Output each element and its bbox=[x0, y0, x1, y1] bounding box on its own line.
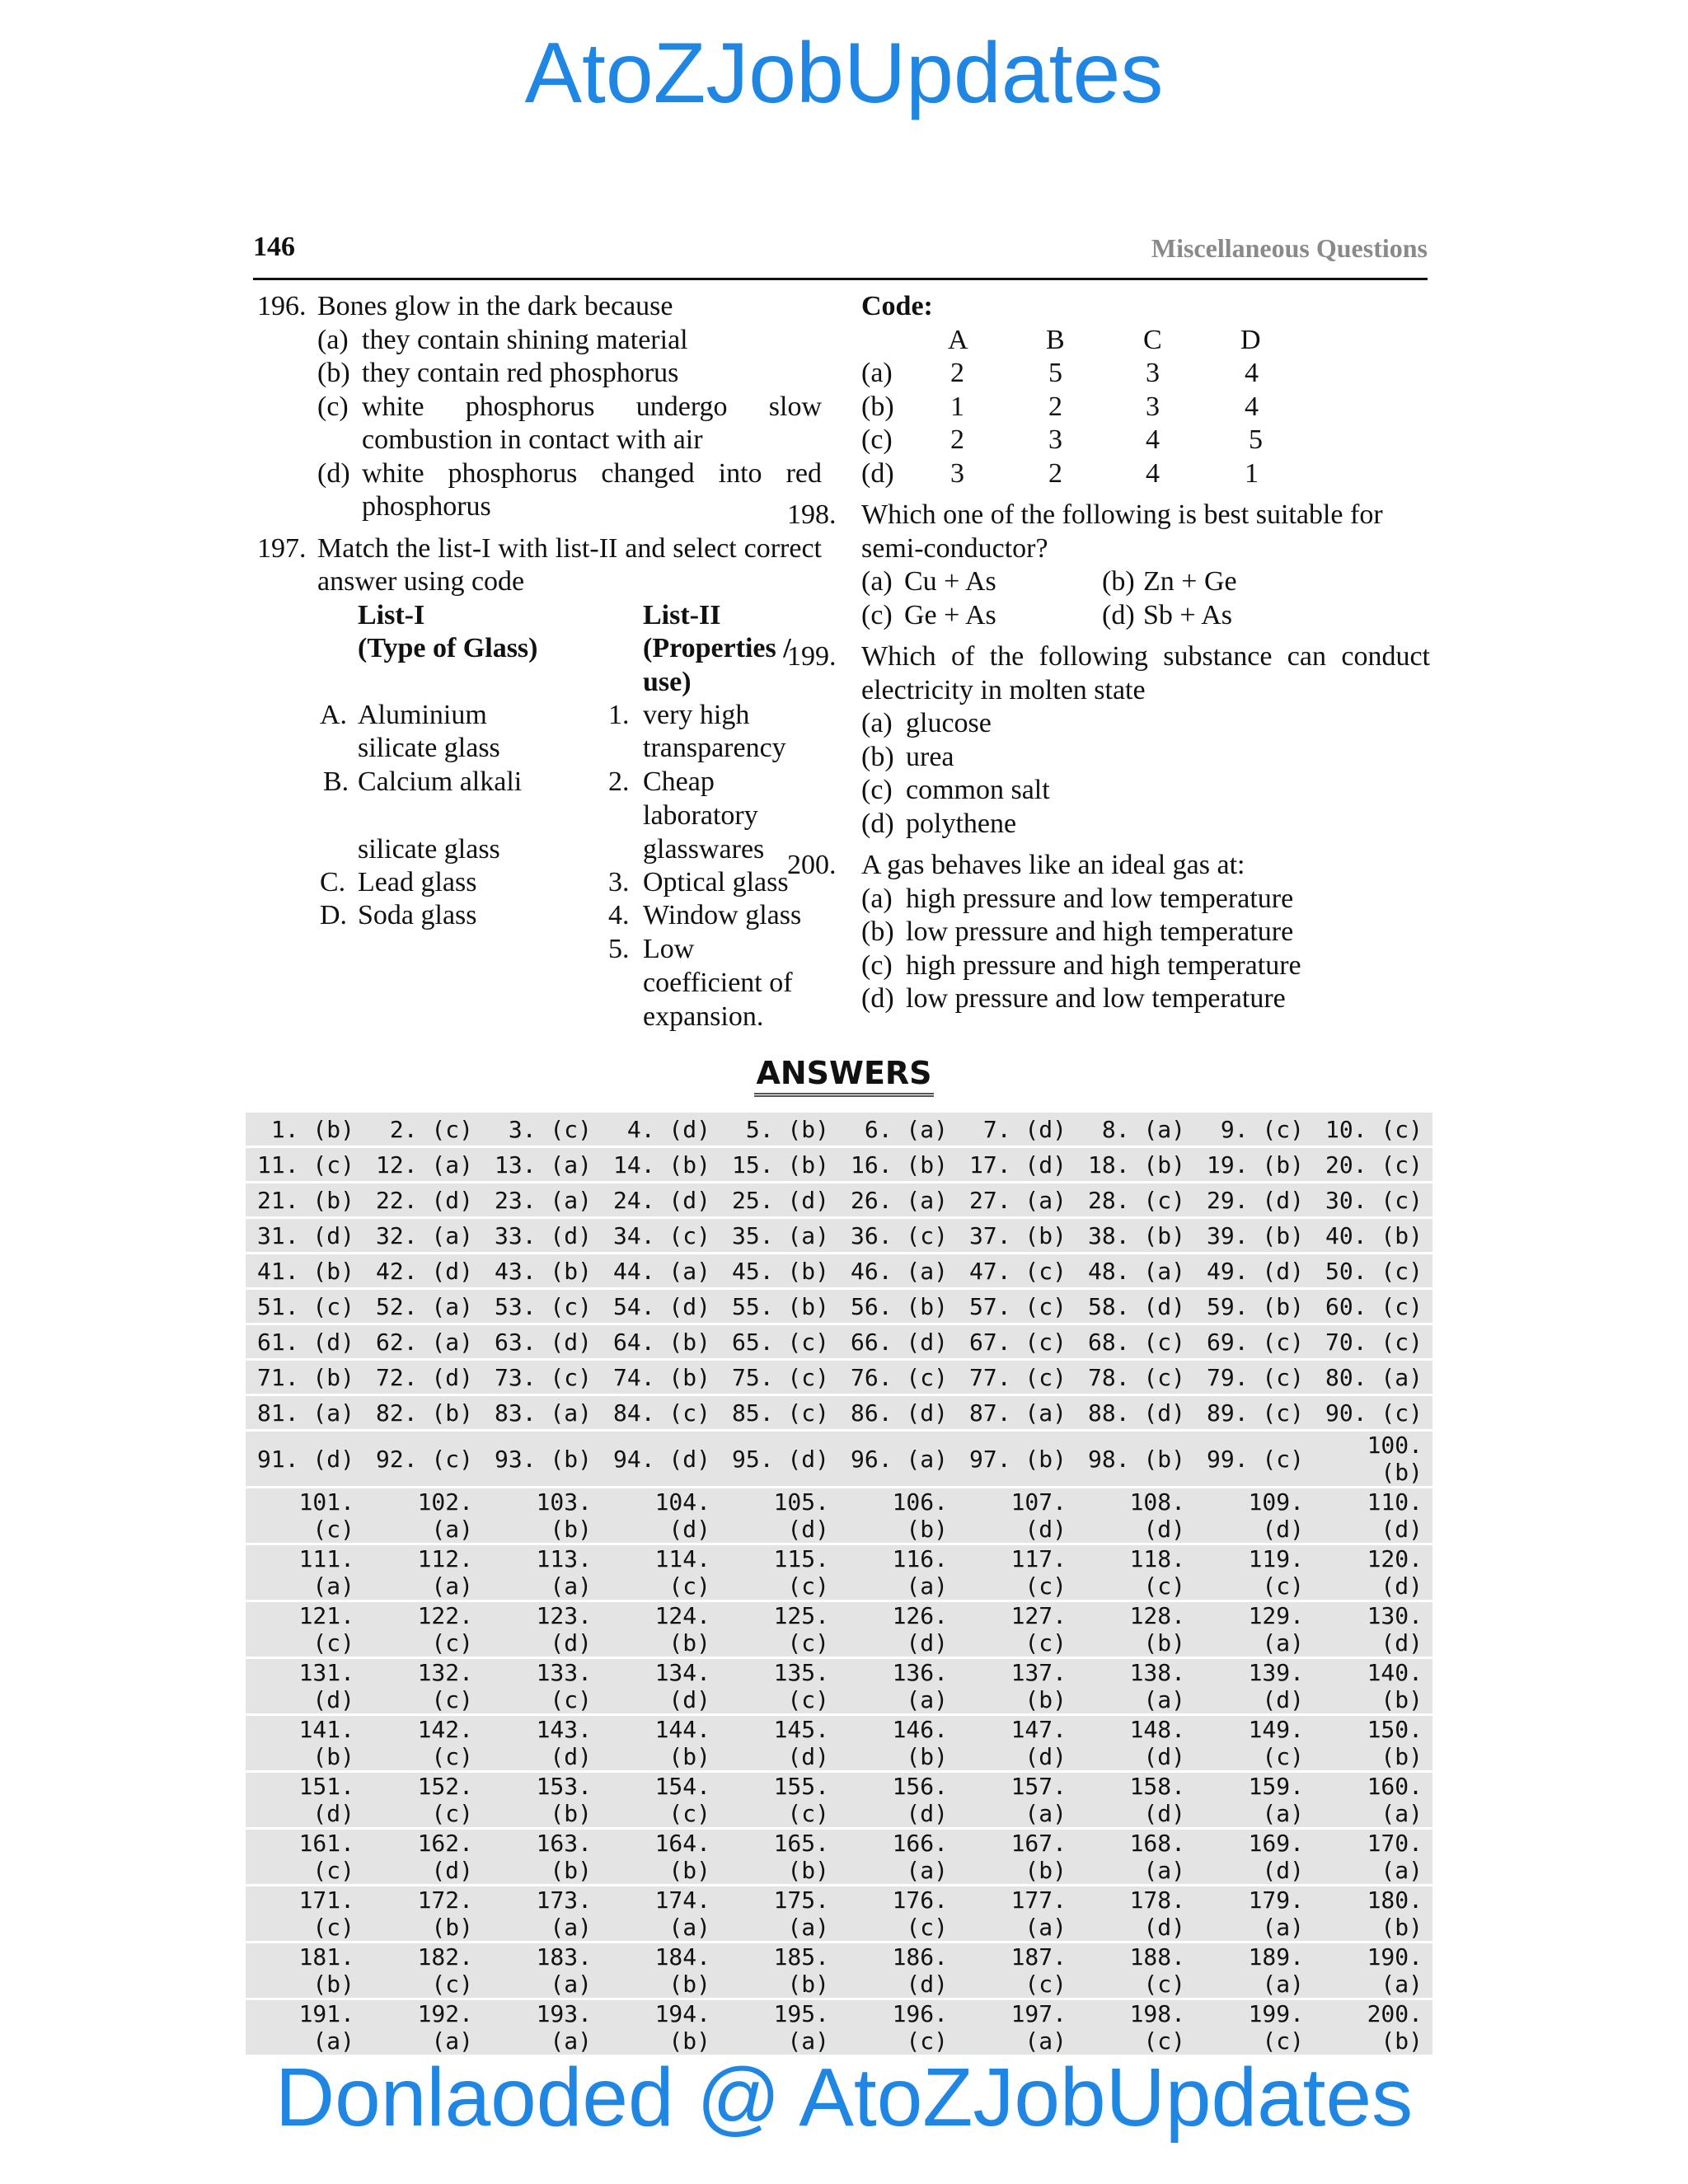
answer-cell: 43. (b) bbox=[483, 1254, 602, 1287]
answer-cell: 132. (c) bbox=[364, 1659, 483, 1713]
question-number: 196. bbox=[257, 291, 307, 321]
answer-cell: 9. (c) bbox=[1195, 1113, 1314, 1146]
answer-cell: 28. (c) bbox=[1076, 1183, 1195, 1216]
answer-cell: 66. (d) bbox=[839, 1325, 958, 1358]
option-a: (a) glucose bbox=[861, 708, 992, 738]
answer-cell: 21. (b) bbox=[246, 1183, 364, 1216]
code-row-c: (c) 2 3 4 5 bbox=[861, 424, 1263, 455]
answer-cell: 115. (c) bbox=[720, 1545, 839, 1600]
answer-cell: 44. (a) bbox=[602, 1254, 720, 1287]
answer-cell: 6. (a) bbox=[839, 1113, 958, 1146]
list1-item-d: Soda glass bbox=[358, 899, 477, 930]
list2-item-2-2: laboratory bbox=[643, 799, 758, 831]
list1-item-b-2: silicate glass bbox=[358, 833, 500, 865]
list2-item-2-3: glasswares bbox=[643, 833, 765, 865]
answer-cell: 64. (b) bbox=[602, 1325, 720, 1358]
question-number: 199. bbox=[787, 641, 837, 672]
answer-cell: 4. (d) bbox=[602, 1113, 720, 1146]
answers-table bbox=[246, 1110, 1432, 2057]
answer-cell: 162. (d) bbox=[364, 1830, 483, 1884]
answer-cell: 182. (c) bbox=[364, 1943, 483, 1998]
answer-cell: 134. (d) bbox=[602, 1659, 720, 1713]
answer-row bbox=[246, 1602, 1432, 1657]
answer-cell: 108. (d) bbox=[1076, 1488, 1195, 1543]
question-number: 200. bbox=[787, 850, 837, 880]
list1-item-a-2: silicate glass bbox=[358, 732, 500, 763]
list2-item-1-2: transparency bbox=[643, 732, 786, 763]
answer-cell: 41. (b) bbox=[246, 1254, 364, 1287]
answer-cell: 18. (b) bbox=[1076, 1148, 1195, 1181]
answer-cell: 135. (c) bbox=[720, 1659, 839, 1713]
list2-label-4: 4. bbox=[608, 899, 630, 930]
question-text: Which of the following substance can conduct electricity in molten state bbox=[861, 641, 1430, 705]
code-table bbox=[861, 324, 1430, 491]
answer-cell: 61. (d) bbox=[246, 1325, 364, 1358]
list2-heading: List-II bbox=[643, 599, 721, 630]
question-text: A gas behaves like an ideal gas at: bbox=[861, 850, 1245, 880]
answer-cell: 69. (c) bbox=[1195, 1325, 1314, 1358]
answer-cell: 34. (c) bbox=[602, 1219, 720, 1252]
answer-cell: 138. (a) bbox=[1076, 1659, 1195, 1713]
answer-cell: 187. (c) bbox=[958, 1943, 1076, 1998]
list2-item-4: Window glass bbox=[643, 899, 802, 930]
answer-cell: 92. (c) bbox=[364, 1432, 483, 1486]
answer-cell: 173. (a) bbox=[483, 1886, 602, 1941]
option-b: (b) they contain red phosphorus bbox=[317, 358, 679, 388]
watermark-bottom: Donlaoded @ AtoZJobUpdates bbox=[274, 2051, 1414, 2144]
answer-cell: 147. (d) bbox=[958, 1716, 1076, 1770]
list2-item-5-3: expansion. bbox=[643, 1001, 764, 1032]
answer-cell: 196. (c) bbox=[839, 2000, 958, 2055]
answer-cell: 13. (a) bbox=[483, 1148, 602, 1181]
answer-cell: 145. (d) bbox=[720, 1716, 839, 1770]
answer-cell: 89. (c) bbox=[1195, 1396, 1314, 1429]
answer-cell: 1. (b) bbox=[246, 1113, 364, 1146]
answer-row bbox=[246, 1290, 1432, 1323]
answer-cell: 62. (a) bbox=[364, 1325, 483, 1358]
answer-cell: 180. (b) bbox=[1314, 1886, 1432, 1941]
answer-cell: 74. (b) bbox=[602, 1361, 720, 1394]
question-200 bbox=[787, 849, 1430, 1016]
answer-cell: 80. (a) bbox=[1314, 1361, 1432, 1394]
answer-cell: 53. (c) bbox=[483, 1290, 602, 1323]
answer-cell: 111. (a) bbox=[246, 1545, 364, 1600]
answer-cell: 126. (d) bbox=[839, 1602, 958, 1657]
answer-cell: 26. (a) bbox=[839, 1183, 958, 1216]
option-d: (d) low pressure and low temperature bbox=[861, 983, 1286, 1014]
answer-row bbox=[246, 1432, 1432, 1486]
answer-cell: 39. (b) bbox=[1195, 1219, 1314, 1252]
answer-cell: 83. (a) bbox=[483, 1396, 602, 1429]
answer-cell: 177. (a) bbox=[958, 1886, 1076, 1941]
answer-cell: 142. (c) bbox=[364, 1716, 483, 1770]
answer-cell: 119. (c) bbox=[1195, 1545, 1314, 1600]
answer-cell: 47. (c) bbox=[958, 1254, 1076, 1287]
answer-cell: 185. (b) bbox=[720, 1943, 839, 1998]
answer-cell: 38. (b) bbox=[1076, 1219, 1195, 1252]
list2-label-2: 2. bbox=[608, 766, 630, 797]
list1-item-a: Aluminium bbox=[358, 699, 487, 730]
answer-cell: 88. (d) bbox=[1076, 1396, 1195, 1429]
answer-row bbox=[246, 1361, 1432, 1394]
answer-cell: 127. (c) bbox=[958, 1602, 1076, 1657]
answer-cell: 171. (c) bbox=[246, 1886, 364, 1941]
answer-cell: 76. (c) bbox=[839, 1361, 958, 1394]
answer-cell: 40. (b) bbox=[1314, 1219, 1432, 1252]
answer-cell: 15. (b) bbox=[720, 1148, 839, 1181]
answer-cell: 166. (a) bbox=[839, 1830, 958, 1884]
answer-cell: 141. (b) bbox=[246, 1716, 364, 1770]
answer-cell: 139. (d) bbox=[1195, 1659, 1314, 1713]
answer-cell: 102. (a) bbox=[364, 1488, 483, 1543]
answer-cell: 24. (d) bbox=[602, 1183, 720, 1216]
answer-cell: 152. (c) bbox=[364, 1773, 483, 1827]
code-row-a: (a) 2 5 3 4 bbox=[861, 358, 1259, 388]
answer-cell: 35. (a) bbox=[720, 1219, 839, 1252]
answer-cell: 42. (d) bbox=[364, 1254, 483, 1287]
answer-cell: 133. (c) bbox=[483, 1659, 602, 1713]
list2-item-5-2: coefficient of bbox=[643, 967, 793, 998]
answer-cell: 71. (b) bbox=[246, 1361, 364, 1394]
answer-cell: 98. (b) bbox=[1076, 1432, 1195, 1486]
answer-cell: 10. (c) bbox=[1314, 1113, 1432, 1146]
answer-cell: 144. (b) bbox=[602, 1716, 720, 1770]
answers-heading: ANSWERS bbox=[0, 1055, 1688, 1097]
answer-cell: 191. (a) bbox=[246, 2000, 364, 2055]
answer-cell: 129. (a) bbox=[1195, 1602, 1314, 1657]
list2-label-5: 5. bbox=[608, 933, 630, 964]
answer-cell: 200. (b) bbox=[1314, 2000, 1432, 2055]
answer-cell: 33. (d) bbox=[483, 1219, 602, 1252]
answer-cell: 94. (d) bbox=[602, 1432, 720, 1486]
answer-cell: 113. (a) bbox=[483, 1545, 602, 1600]
answer-cell: 184. (b) bbox=[602, 1943, 720, 1998]
answer-cell: 181. (b) bbox=[246, 1943, 364, 1998]
answer-cell: 124. (b) bbox=[602, 1602, 720, 1657]
answer-cell: 160. (a) bbox=[1314, 1773, 1432, 1827]
list2-subheading: (Properties / bbox=[643, 632, 791, 663]
answer-cell: 120. (d) bbox=[1314, 1545, 1432, 1600]
answer-cell: 68. (c) bbox=[1076, 1325, 1195, 1358]
option-d: (d) polythene bbox=[861, 808, 1017, 839]
answer-cell: 118. (c) bbox=[1076, 1545, 1195, 1600]
answer-cell: 65. (c) bbox=[720, 1325, 839, 1358]
option-b: (b) urea bbox=[861, 741, 954, 772]
answer-cell: 151. (d) bbox=[246, 1773, 364, 1827]
answer-cell: 29. (d) bbox=[1195, 1183, 1314, 1216]
answer-cell: 3. (c) bbox=[483, 1113, 602, 1146]
answer-cell: 96. (a) bbox=[839, 1432, 958, 1486]
answer-cell: 99. (c) bbox=[1195, 1432, 1314, 1486]
answer-cell: 14. (b) bbox=[602, 1148, 720, 1181]
question-text: Bones glow in the dark because bbox=[317, 291, 673, 321]
answer-cell: 130. (d) bbox=[1314, 1602, 1432, 1657]
answer-row bbox=[246, 1545, 1432, 1600]
answer-cell: 117. (c) bbox=[958, 1545, 1076, 1600]
list2-item-1: very high bbox=[643, 699, 750, 730]
answer-cell: 11. (c) bbox=[246, 1148, 364, 1181]
answer-row bbox=[246, 1219, 1432, 1252]
answer-cell: 67. (c) bbox=[958, 1325, 1076, 1358]
answer-cell: 81. (a) bbox=[246, 1396, 364, 1429]
answer-cell: 153. (b) bbox=[483, 1773, 602, 1827]
answer-cell: 100. (b) bbox=[1314, 1432, 1432, 1486]
answer-cell: 12. (a) bbox=[364, 1148, 483, 1181]
answer-cell: 72. (d) bbox=[364, 1361, 483, 1394]
answer-cell: 168. (a) bbox=[1076, 1830, 1195, 1884]
question-number: 198. bbox=[787, 499, 837, 530]
answer-cell: 97. (b) bbox=[958, 1432, 1076, 1486]
option-a: (a) they contain shining material bbox=[317, 324, 688, 355]
answer-cell: 199. (c) bbox=[1195, 2000, 1314, 2055]
question-number: 197. bbox=[257, 532, 307, 564]
answer-cell: 82. (b) bbox=[364, 1396, 483, 1429]
answer-cell: 116. (a) bbox=[839, 1545, 958, 1600]
answer-cell: 63. (d) bbox=[483, 1325, 602, 1358]
list1-item-c: Lead glass bbox=[358, 866, 477, 898]
answer-row bbox=[246, 2000, 1432, 2055]
question-197 bbox=[257, 532, 822, 599]
answer-cell: 103. (b) bbox=[483, 1488, 602, 1543]
answer-cell: 137. (b) bbox=[958, 1659, 1076, 1713]
answer-cell: 179. (a) bbox=[1195, 1886, 1314, 1941]
answer-cell: 114. (c) bbox=[602, 1545, 720, 1600]
answer-cell: 95. (d) bbox=[720, 1432, 839, 1486]
answer-cell: 146. (b) bbox=[839, 1716, 958, 1770]
answer-cell: 107. (d) bbox=[958, 1488, 1076, 1543]
answer-cell: 5. (b) bbox=[720, 1113, 839, 1146]
answer-cell: 8. (a) bbox=[1076, 1113, 1195, 1146]
answer-cell: 7. (d) bbox=[958, 1113, 1076, 1146]
answer-cell: 198. (c) bbox=[1076, 2000, 1195, 2055]
answer-cell: 195. (a) bbox=[720, 2000, 839, 2055]
question-199 bbox=[787, 640, 1430, 841]
match-lists bbox=[257, 599, 822, 1044]
code-label: Code: bbox=[861, 291, 933, 321]
options-ab: (a) Cu + As (b) Zn + Ge bbox=[861, 566, 1237, 597]
answer-cell: 131. (d) bbox=[246, 1659, 364, 1713]
answer-cell: 32. (a) bbox=[364, 1219, 483, 1252]
answer-cell: 104. (d) bbox=[602, 1488, 720, 1543]
answer-cell: 175. (a) bbox=[720, 1886, 839, 1941]
answer-cell: 85. (c) bbox=[720, 1396, 839, 1429]
answer-cell: 23. (a) bbox=[483, 1183, 602, 1216]
answer-cell: 58. (d) bbox=[1076, 1290, 1195, 1323]
answer-row bbox=[246, 1830, 1432, 1884]
list1-label-c: C. bbox=[320, 866, 346, 898]
answer-row bbox=[246, 1396, 1432, 1429]
answer-cell: 59. (b) bbox=[1195, 1290, 1314, 1323]
question-text: Match the list-I with list-II and select correct answer using code bbox=[317, 532, 822, 597]
answer-cell: 176. (c) bbox=[839, 1886, 958, 1941]
answer-cell: 186. (d) bbox=[839, 1943, 958, 1998]
answer-cell: 110. (d) bbox=[1314, 1488, 1432, 1543]
list2-item-2: Cheap bbox=[643, 766, 715, 797]
answer-cell: 194. (b) bbox=[602, 2000, 720, 2055]
answer-cell: 27. (a) bbox=[958, 1183, 1076, 1216]
answer-cell: 174. (a) bbox=[602, 1886, 720, 1941]
answer-cell: 170. (a) bbox=[1314, 1830, 1432, 1884]
question-text: Which one of the following is best suitable for semi-conductor? bbox=[861, 499, 1383, 564]
answer-cell: 140. (b) bbox=[1314, 1659, 1432, 1713]
answer-cell: 193. (a) bbox=[483, 2000, 602, 2055]
answer-cell: 158. (d) bbox=[1076, 1773, 1195, 1827]
answer-cell: 164. (b) bbox=[602, 1830, 720, 1884]
answer-cell: 60. (c) bbox=[1314, 1290, 1432, 1323]
list1-subheading: (Type of Glass) bbox=[358, 632, 538, 663]
option-c: (c) common salt bbox=[861, 775, 1050, 805]
answer-cell: 45. (b) bbox=[720, 1254, 839, 1287]
option-a: (a) high pressure and low temperature bbox=[861, 883, 1294, 914]
answer-cell: 148. (d) bbox=[1076, 1716, 1195, 1770]
answer-cell: 50. (c) bbox=[1314, 1254, 1432, 1287]
answer-cell: 78. (c) bbox=[1076, 1361, 1195, 1394]
answer-cell: 37. (b) bbox=[958, 1219, 1076, 1252]
page-number: 146 bbox=[253, 232, 295, 262]
option-c: (c) white phosphorus undergo slow combustion in contact with air bbox=[317, 391, 822, 455]
answer-cell: 70. (c) bbox=[1314, 1325, 1432, 1358]
answer-cell: 163. (b) bbox=[483, 1830, 602, 1884]
answer-cell: 190. (a) bbox=[1314, 1943, 1432, 1998]
answer-cell: 189. (a) bbox=[1195, 1943, 1314, 1998]
answer-row bbox=[246, 1716, 1432, 1770]
list2-subheading-2: use) bbox=[643, 666, 692, 697]
answer-cell: 77. (c) bbox=[958, 1361, 1076, 1394]
list2-item-3: Optical glass bbox=[643, 866, 789, 898]
answer-cell: 122. (c) bbox=[364, 1602, 483, 1657]
answer-cell: 86. (d) bbox=[839, 1396, 958, 1429]
answer-cell: 56. (b) bbox=[839, 1290, 958, 1323]
answer-cell: 172. (b) bbox=[364, 1886, 483, 1941]
code-header: A B C D bbox=[948, 324, 1261, 355]
answer-cell: 84. (c) bbox=[602, 1396, 720, 1429]
answer-row bbox=[246, 1148, 1432, 1181]
answer-cell: 128. (b) bbox=[1076, 1602, 1195, 1657]
answer-cell: 157. (a) bbox=[958, 1773, 1076, 1827]
section-title: Miscellaneous Questions bbox=[1151, 233, 1428, 263]
option-c: (c) high pressure and high temperature bbox=[861, 949, 1301, 981]
answer-cell: 188. (c) bbox=[1076, 1943, 1195, 1998]
answer-cell: 36. (c) bbox=[839, 1219, 958, 1252]
answer-cell: 183. (a) bbox=[483, 1943, 602, 1998]
option-d: (d) white phosphorus changed into red phosphorus bbox=[317, 457, 822, 522]
list1-heading: List-I bbox=[358, 599, 425, 630]
answer-cell: 123. (d) bbox=[483, 1602, 602, 1657]
answer-cell: 143. (d) bbox=[483, 1716, 602, 1770]
answer-cell: 109. (d) bbox=[1195, 1488, 1314, 1543]
answer-cell: 121. (c) bbox=[246, 1602, 364, 1657]
answer-cell: 90. (c) bbox=[1314, 1396, 1432, 1429]
answer-cell: 49. (d) bbox=[1195, 1254, 1314, 1287]
question-196 bbox=[257, 290, 822, 524]
answer-cell: 192. (a) bbox=[364, 2000, 483, 2055]
option-b: (b) low pressure and high temperature bbox=[861, 916, 1294, 947]
answer-cell: 91. (d) bbox=[246, 1432, 364, 1486]
watermark-top: AtoZJobUpdates bbox=[524, 26, 1164, 121]
answer-cell: 155. (c) bbox=[720, 1773, 839, 1827]
answer-cell: 156. (d) bbox=[839, 1773, 958, 1827]
answer-cell: 22. (d) bbox=[364, 1183, 483, 1216]
answer-cell: 101. (c) bbox=[246, 1488, 364, 1543]
answer-cell: 31. (d) bbox=[246, 1219, 364, 1252]
answer-cell: 52. (a) bbox=[364, 1290, 483, 1323]
answer-row bbox=[246, 1773, 1432, 1827]
code-row-d: (d) 3 2 4 1 bbox=[861, 457, 1259, 489]
answer-row bbox=[246, 1943, 1432, 1998]
answer-cell: 19. (b) bbox=[1195, 1148, 1314, 1181]
answer-cell: 16. (b) bbox=[839, 1148, 958, 1181]
right-column bbox=[787, 290, 1430, 1016]
answer-cell: 197. (a) bbox=[958, 2000, 1076, 2055]
answer-cell: 30. (c) bbox=[1314, 1183, 1432, 1216]
answer-cell: 161. (c) bbox=[246, 1830, 364, 1884]
answer-cell: 79. (c) bbox=[1195, 1361, 1314, 1394]
answer-cell: 87. (a) bbox=[958, 1396, 1076, 1429]
answer-cell: 150. (b) bbox=[1314, 1716, 1432, 1770]
answer-cell: 2. (c) bbox=[364, 1113, 483, 1146]
answer-cell: 178. (d) bbox=[1076, 1886, 1195, 1941]
answer-cell: 54. (d) bbox=[602, 1290, 720, 1323]
code-row-b: (b) 1 2 3 4 bbox=[861, 391, 1259, 422]
answer-cell: 48. (a) bbox=[1076, 1254, 1195, 1287]
answer-row bbox=[246, 1659, 1432, 1713]
answer-cell: 106. (b) bbox=[839, 1488, 958, 1543]
answer-row bbox=[246, 1325, 1432, 1358]
answer-cell: 75. (c) bbox=[720, 1361, 839, 1394]
answer-cell: 167. (b) bbox=[958, 1830, 1076, 1884]
list2-item-5: Low bbox=[643, 933, 695, 964]
options-cd: (c) Ge + As (d) Sb + As bbox=[861, 599, 1232, 630]
list1-label-a: A. bbox=[320, 699, 348, 730]
answer-cell: 17. (d) bbox=[958, 1148, 1076, 1181]
list1-item-b: Calcium alkali bbox=[358, 766, 523, 797]
answer-row bbox=[246, 1254, 1432, 1287]
answer-cell: 57. (c) bbox=[958, 1290, 1076, 1323]
answer-cell: 165. (b) bbox=[720, 1830, 839, 1884]
answer-cell: 105. (d) bbox=[720, 1488, 839, 1543]
left-column bbox=[257, 290, 822, 1044]
answer-cell: 93. (b) bbox=[483, 1432, 602, 1486]
answer-cell: 46. (a) bbox=[839, 1254, 958, 1287]
answer-cell: 112. (a) bbox=[364, 1545, 483, 1600]
answer-cell: 169. (d) bbox=[1195, 1830, 1314, 1884]
answer-cell: 55. (b) bbox=[720, 1290, 839, 1323]
question-198 bbox=[787, 499, 1430, 632]
list2-label-3: 3. bbox=[608, 866, 630, 898]
header-rule bbox=[253, 278, 1428, 280]
answer-row bbox=[246, 1113, 1432, 1146]
answer-cell: 136. (a) bbox=[839, 1659, 958, 1713]
answer-cell: 154. (c) bbox=[602, 1773, 720, 1827]
answer-cell: 125. (c) bbox=[720, 1602, 839, 1657]
answer-cell: 20. (c) bbox=[1314, 1148, 1432, 1181]
answer-cell: 149. (c) bbox=[1195, 1716, 1314, 1770]
list2-label-1: 1. bbox=[608, 699, 630, 730]
answer-cell: 159. (a) bbox=[1195, 1773, 1314, 1827]
answer-row bbox=[246, 1886, 1432, 1941]
answer-row bbox=[246, 1488, 1432, 1543]
answer-row bbox=[246, 1183, 1432, 1216]
answer-cell: 73. (c) bbox=[483, 1361, 602, 1394]
list1-label-b: B. bbox=[323, 766, 349, 797]
answer-cell: 25. (d) bbox=[720, 1183, 839, 1216]
list1-label-d: D. bbox=[320, 899, 348, 930]
answer-cell: 51. (c) bbox=[246, 1290, 364, 1323]
